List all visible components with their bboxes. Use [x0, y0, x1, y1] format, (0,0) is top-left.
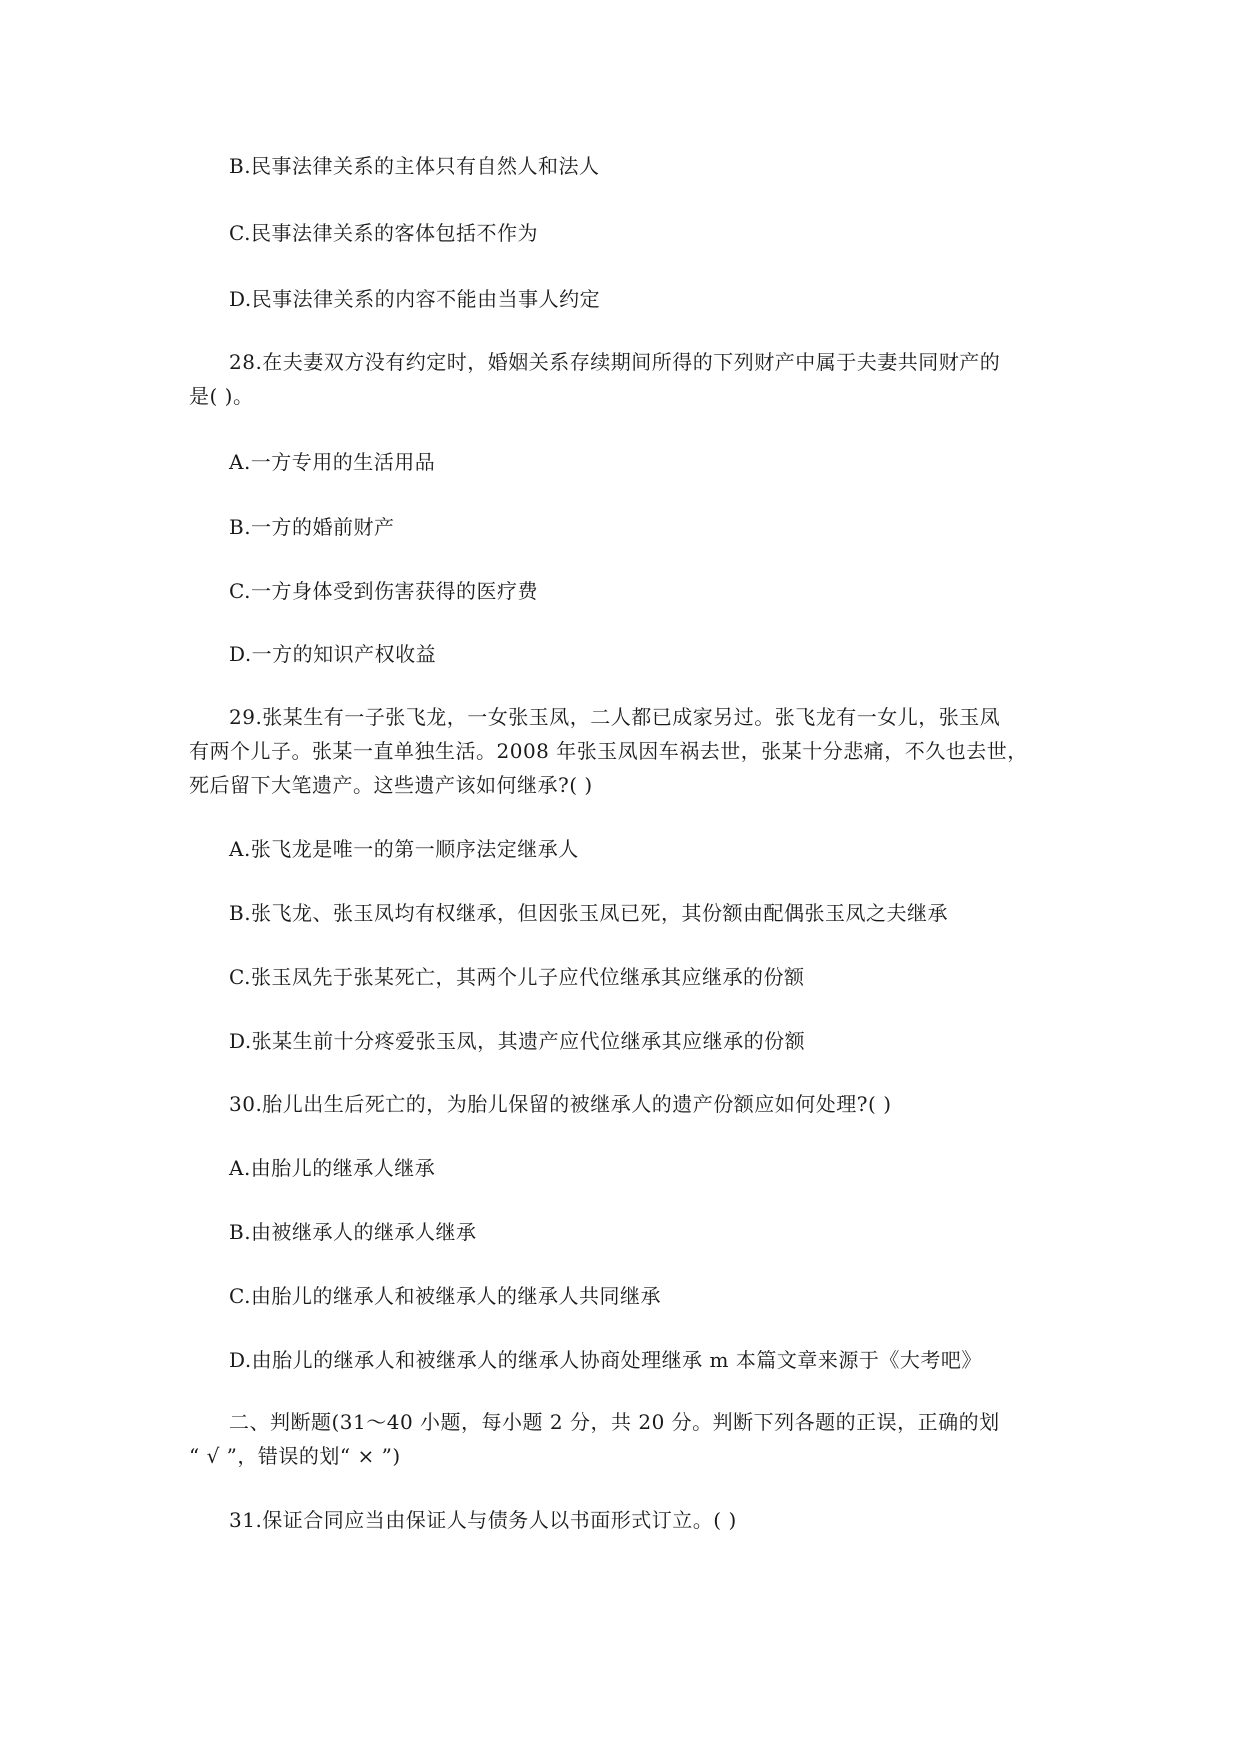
- q28-stem-line-2: 是( )。: [189, 384, 254, 408]
- q30-option-c: C.由胎儿的继承人和被继承人的继承人共同继承: [229, 1284, 661, 1308]
- q28-stem: [189, 345, 1069, 413]
- section-2-heading: [189, 1405, 1069, 1473]
- q28-option-b: B.一方的婚前财产: [229, 515, 395, 539]
- q29-option-b: B.张飞龙、张玉凤均有权继承，但因张玉凤已死，其份额由配偶张玉凤之夫继承: [229, 901, 949, 925]
- q29-option-c: C.张玉凤先于张某死亡，其两个儿子应代位继承其应继承的份额: [229, 965, 805, 989]
- q30-option-b: B.由被继承人的继承人继承: [229, 1220, 477, 1244]
- q28-stem-line-1: 28.在夫妻双方没有约定时，婚姻关系存续期间所得的下列财产中属于夫妻共同财产的: [229, 350, 1001, 374]
- q30-option-a: A.由胎儿的继承人继承: [229, 1156, 436, 1180]
- q29-option-d: D.张某生前十分疼爱张玉凤，其遗产应代位继承其应继承的份额: [229, 1029, 806, 1053]
- q28-option-c: C.一方身体受到伤害获得的医疗费: [229, 579, 538, 603]
- section-2-heading-line-2: “ √ ”，错误的划“ × ”): [189, 1444, 401, 1468]
- q27-option-c: C.民事法律关系的客体包括不作为: [229, 221, 538, 245]
- q29-option-a: A.张飞龙是唯一的第一顺序法定继承人: [229, 837, 579, 861]
- q29-stem: [189, 700, 1069, 802]
- q28-option-a: A.一方专用的生活用品: [229, 450, 436, 474]
- q28-option-d: D.一方的知识产权收益: [229, 642, 437, 666]
- q29-stem-line-3: 死后留下大笔遗产。这些遗产该如何继承?( ): [189, 773, 593, 797]
- q30-option-d: D.由胎儿的继承人和被继承人的继承人协商处理继承 m 本篇文章来源于《大考吧》: [229, 1348, 982, 1372]
- q30-stem: 30.胎儿出生后死亡的，为胎儿保留的被继承人的遗产份额应如何处理?( ): [229, 1092, 892, 1116]
- q29-stem-line-1: 29.张某生有一子张飞龙，一女张玉凤，二人都已成家另过。张飞龙有一女儿，张玉凤: [229, 705, 1001, 729]
- q27-option-d: D.民事法律关系的内容不能由当事人约定: [229, 287, 601, 311]
- section-2-heading-line-1: 二、判断题(31～40 小题，每小题 2 分，共 20 分。判断下列各题的正误，正确的划: [229, 1410, 1000, 1434]
- q27-option-b: B.民事法律关系的主体只有自然人和法人: [229, 154, 600, 178]
- q31-stem: 31.保证合同应当由保证人与债务人以书面形式订立。( ): [229, 1508, 737, 1532]
- q29-stem-line-2: 有两个儿子。张某一直单独生活。2008 年张玉凤因车祸去世，张某十分悲痛，不久也去世，: [189, 739, 1028, 763]
